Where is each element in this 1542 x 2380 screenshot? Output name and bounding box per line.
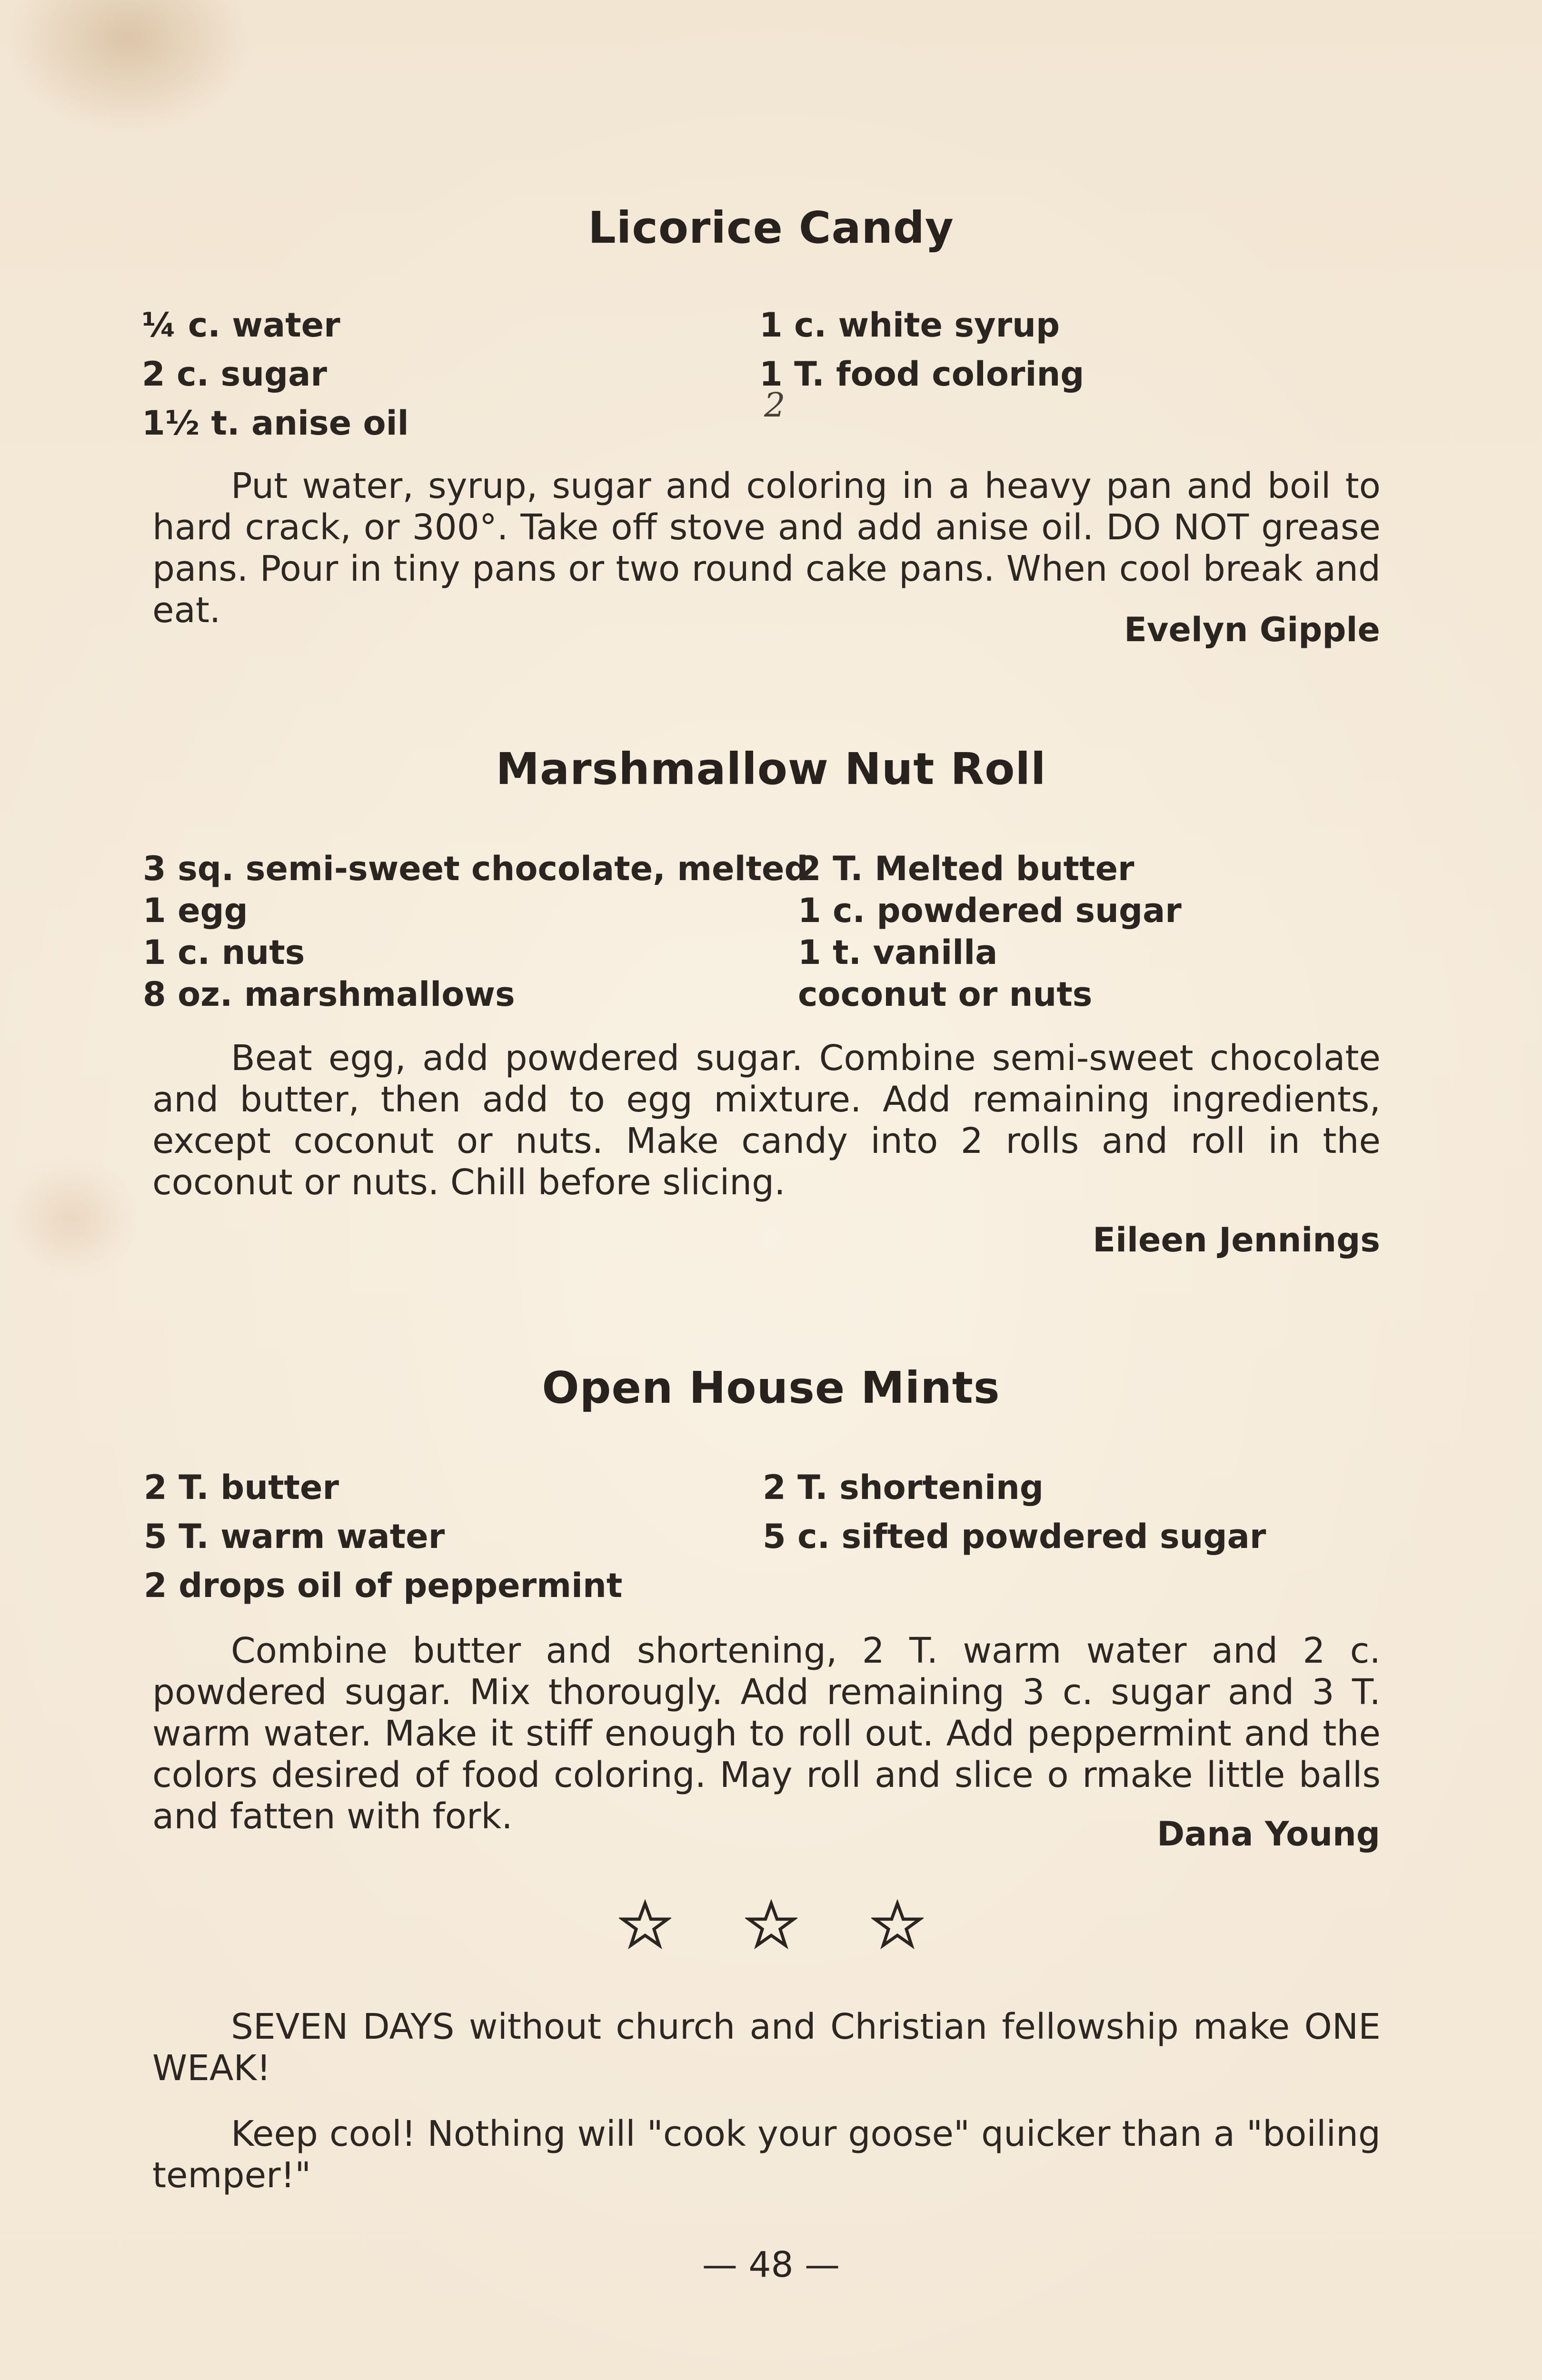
recipe-author: Evelyn Gipple (1124, 610, 1380, 649)
handwritten-annotation: 2 (764, 386, 786, 425)
ingredient: 2 drops oil of peppermint (144, 1566, 623, 1605)
recipe-title-licorice-candy: Licorice Candy (588, 202, 954, 253)
recipe-author: Dana Young (1157, 1815, 1380, 1854)
ingredient: 1 c. white syrup (759, 306, 1060, 345)
saying: Keep cool! Nothing will "cook your goose" quicker than a "boiling temper!" (152, 2113, 1381, 2196)
star-divider (619, 1899, 924, 1952)
recipe-author: Eileen Jennings (1093, 1220, 1380, 1259)
saying: SEVEN DAYS without church and Christian fellowship make ONE WEAK! (152, 2006, 1381, 2089)
ingredient: 5 T. warm water (144, 1517, 445, 1556)
recipe-title-marshmallow-nut-roll: Marshmallow Nut Roll (496, 744, 1046, 794)
ingredient: 5 c. sifted powdered sugar (763, 1517, 1266, 1556)
recipe-directions: Beat egg, add powdered sugar. Combine semi-sweet chocolate and butter, then add to egg mixture. Add remaining ingredients, except coconut or nuts. Make candy into 2 rolls and roll in the coconut or nuts. Chill before slicing. (152, 1038, 1381, 1203)
ingredient: 2 T. Melted butter (798, 849, 1134, 888)
ingredient: 1 c. powdered sugar (798, 891, 1182, 930)
ingredient: 1½ t. anise oil (142, 404, 409, 443)
ingredient: 1 T. food coloring (759, 355, 1084, 394)
ingredient: ¼ c. water (142, 306, 340, 345)
recipe-directions: Combine butter and shortening, 2 T. warm water and 2 c. powdered sugar. Mix thorougly. Add remaining 3 c. sugar and 3 T. warm water. Make it stiff enough to roll out. Add peppermint and the colors desired of food coloring. May roll and slice o rmake little balls and fatten with fork. (152, 1630, 1381, 1837)
ingredient: 3 sq. semi-sweet chocolate, melted (143, 849, 808, 888)
ingredient: 1 egg (143, 891, 248, 930)
ingredient: 2 T. butter (144, 1468, 339, 1507)
ingredient: 2 T. shortening (763, 1468, 1044, 1507)
ingredient: 8 oz. marshmallows (143, 975, 515, 1014)
ingredient: 1 t. vanilla (798, 933, 998, 972)
ingredient: coconut or nuts (798, 975, 1093, 1014)
recipe-directions: Put water, syrup, sugar and coloring in a heavy pan and boil to hard crack, or 300°. Take off stove and add anise oil. DO NOT grease pans. Pour in tiny pans or two round cake pans. When cool break and eat. (152, 466, 1381, 631)
star-icon (619, 1899, 671, 1952)
page-number: — 48 — (702, 2244, 840, 2285)
ingredient: 2 c. sugar (142, 355, 327, 394)
star-icon (871, 1899, 924, 1952)
ingredient: 1 c. nuts (143, 933, 305, 972)
star-icon (745, 1899, 797, 1952)
recipe-title-open-house-mints: Open House Mints (542, 1362, 1000, 1413)
